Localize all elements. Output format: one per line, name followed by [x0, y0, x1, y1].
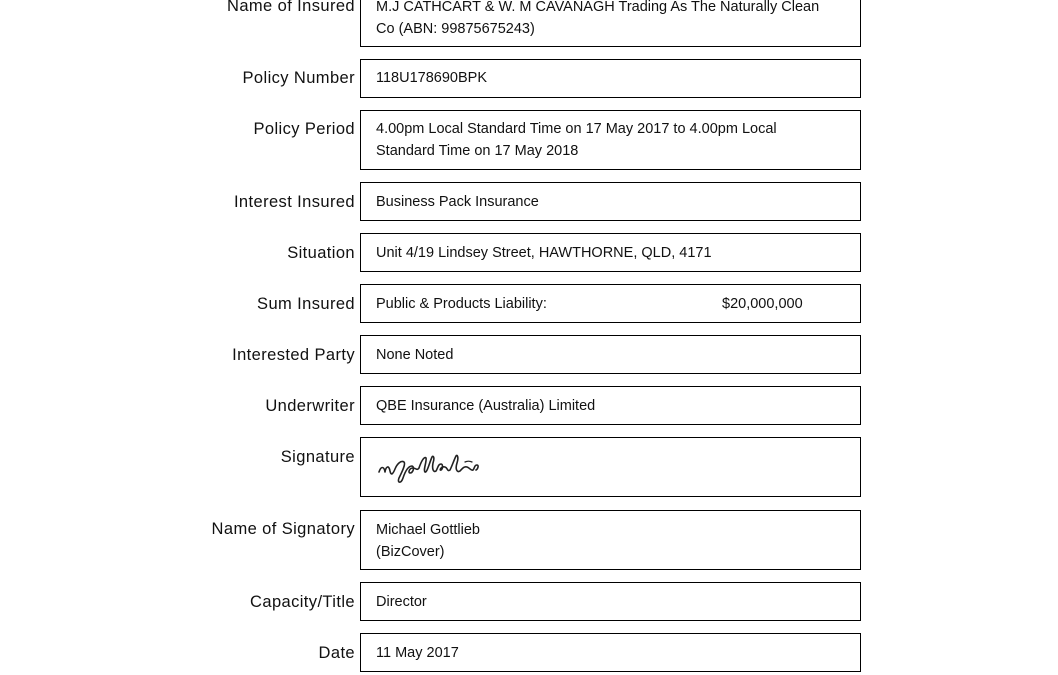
underwriter-label: Underwriter [265, 397, 355, 415]
situation-box [360, 233, 861, 272]
underwriter-value: QBE Insurance (Australia) Limited [376, 398, 596, 414]
situation-value: Unit 4/19 Lindsey Street, HAWTHORNE, QLD, 4171 [376, 245, 712, 261]
capacity-title-box [360, 582, 861, 621]
capacity-title-value: Director [376, 594, 427, 610]
underwriter-box [360, 386, 861, 425]
policy-period-value: 4.00pm Local Standard Time on 17 May 2017 to 4.00pm Local Standard Time on 17 May 2018 [376, 121, 777, 159]
sum-insured-item: Public & Products Liability: [376, 296, 547, 312]
name-of-signatory-box [360, 510, 861, 570]
policy-number-value: 118U178690BPK [376, 70, 487, 86]
name-of-insured-value: M.J CATHCART & W. M CAVANAGH Trading As The Naturally Clean Co (ABN: 99875675243) [376, 0, 820, 37]
signature-label: Signature [280, 448, 355, 466]
policy-number-box [360, 59, 861, 98]
policy-period-label: Policy Period [253, 120, 355, 138]
name-of-insured-box [360, 0, 861, 47]
situation-label: Situation [287, 244, 355, 262]
interest-insured-box [360, 182, 861, 221]
policy-number-label: Policy Number [242, 69, 355, 87]
interested-party-box [360, 335, 861, 374]
date-value: 11 May 2017 [376, 645, 459, 661]
capacity-title-label: Capacity/Title [250, 593, 355, 611]
sum-insured-box [360, 284, 861, 323]
handwritten-signature-image [375, 446, 535, 486]
sum-insured-label: Sum Insured [257, 295, 355, 313]
signature-box [360, 437, 861, 497]
interest-insured-label: Interest Insured [233, 193, 355, 211]
date-box [360, 633, 861, 672]
name-of-insured-label: Name of Insured [227, 0, 355, 15]
name-of-signatory-label: Name of Signatory [211, 520, 355, 538]
name-of-signatory-value: Michael Gottlieb (BizCover) [376, 522, 480, 560]
sum-insured-amount: $20,000,000 [722, 296, 803, 312]
date-label: Date [318, 644, 355, 662]
policy-period-box [360, 110, 861, 170]
interest-insured-value: Business Pack Insurance [376, 194, 539, 210]
interested-party-value: None Noted [376, 347, 454, 363]
interested-party-label: Interested Party [232, 346, 355, 364]
